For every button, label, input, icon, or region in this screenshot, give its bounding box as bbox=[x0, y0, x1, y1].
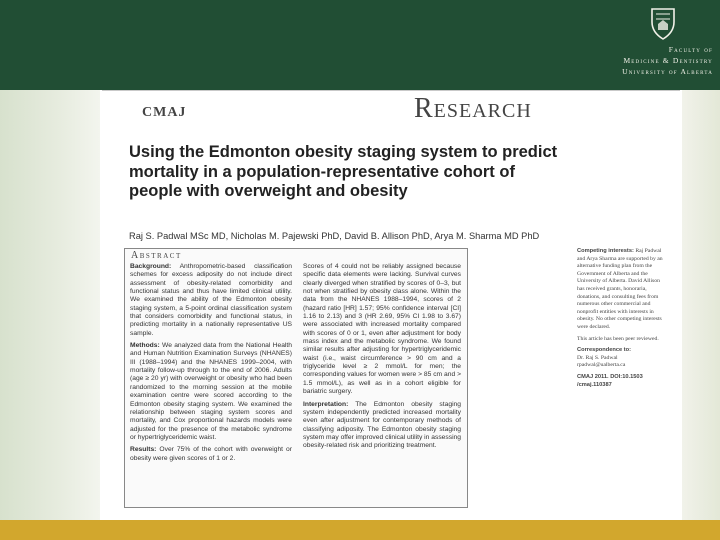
citation-id: /cmaj.110387 bbox=[577, 381, 612, 388]
article-title: Using the Edmonton obesity staging system to predict mortality in a population-representative cohort of people with overweight and obesity bbox=[129, 143, 558, 200]
results-label: Results: bbox=[130, 446, 157, 454]
abstract-methods bbox=[130, 342, 292, 442]
peer-review-note: This article has been peer reviewed. bbox=[577, 335, 659, 342]
results-continued: Scores of 4 could not be reliably assigned because specific data elements were lacking. Survival curves clearly diverged when stratified by scores of 0–3, but not when stratified by obesity class alone. Within the data from the NHANES 1988–1994, scores of 2 (hazard ratio [HR] 1.57; 95% confidence interval [CI] 1.16 to 2.13) and 3 (HR 2.69, 95% CI 1.98 to 3.67) were associated with increased mortality compared with scores of 0 or 1, even after adjustment for body mass index and the metabolic syndrome. We found similar results after adjusting for hypertriglyceridemic waist (i.e., waist circumference > 90 cm and a triglyceride level ≥ 2 mmol/L for men; the corresponding values for women were > 85 cm and > 1.5 mmol/L), as well as in a cohort eligible for bariatric surgery. bbox=[303, 263, 461, 396]
right-background-strip bbox=[682, 90, 720, 540]
correspondence-name: Dr. Raj S. Padwal bbox=[577, 354, 618, 361]
results-text: Over 75% of the cohort with overweight or obesity were given scores of 1 or 2. bbox=[130, 446, 292, 462]
competing-label: Competing interests: bbox=[577, 248, 634, 254]
abstract-column-right bbox=[303, 263, 461, 455]
left-background-strip bbox=[0, 90, 100, 540]
abstract-background bbox=[130, 263, 292, 338]
faculty-line2: Medicine & Dentistry bbox=[623, 56, 713, 65]
abstract-heading: Abstract bbox=[131, 250, 182, 261]
interpretation-label: Interpretation: bbox=[303, 400, 349, 408]
methods-text: We analyzed data from the National Health and Human Nutrition Examination Surveys (NHANES) III (1988–1994) and the NHANES 1999–2004, with mortality follow-up through to the end of 2006. Adults (age ≥ 20 yr) with overweight or obesity who had been randomized to the morning session at the mobile examination centre were scored according to the Edmonton obesity staging system. We examined the relationship between staging system scores and mortality, and Cox proportional hazards models were adjusted for the presence of the metabolic syndrome or hypertriglyceridemic waist. bbox=[130, 342, 292, 441]
faculty-line3: University of Alberta bbox=[622, 67, 713, 76]
correspondence-label: Correspondence to: bbox=[577, 347, 632, 354]
sidebar-notes bbox=[577, 248, 665, 393]
correspondence bbox=[577, 347, 665, 370]
footer-band bbox=[0, 520, 720, 540]
abstract-column-left bbox=[130, 263, 292, 467]
citation-journal: CMAJ 2011. DOI:10.1503 bbox=[577, 373, 643, 380]
competing-interests bbox=[577, 248, 665, 332]
competing-text: Raj Padwal and Arya Sharma are supported by an alternative funding plan from the Government of Alberta and the University of Alberta. David Allison has received grants, honoraria, donations, and consulting fees from numerous other commercial and nonprofit entities with interests in obesity. No other competing interests were declared. bbox=[577, 248, 663, 330]
section-heading: Research bbox=[414, 93, 532, 124]
methods-label: Methods: bbox=[130, 342, 160, 350]
article-page bbox=[102, 90, 680, 521]
abstract-box bbox=[124, 248, 468, 508]
background-label: Background: bbox=[130, 263, 172, 270]
university-crest-icon bbox=[650, 6, 676, 40]
background-text: Anthropometric-based classification schemes for excess adiposity do not include direct assessment of obesity-related comorbidity and functional status and thus have limited clinical utility. We examined the ability of the Edmonton obesity staging system, a 5-point ordinal classification system that considers comorbidity and functional status, in predicting mortality in a nationally representative US sample. bbox=[130, 263, 292, 337]
interpretation-text: The Edmonton obesity staging system independently predicted increased mortality even after adjustment for contemporary methods of classifying adiposity. The Edmonton obesity staging system may offer improved clinical utility in assessing obesity-related risk and prioritizing treatment. bbox=[303, 400, 461, 450]
header-band bbox=[0, 0, 720, 90]
abstract-results bbox=[130, 446, 292, 463]
faculty-wordmark bbox=[585, 44, 713, 77]
faculty-line1: Faculty of bbox=[668, 45, 713, 54]
article-authors: Raj S. Padwal MSc MD, Nicholas M. Pajewski PhD, David B. Allison PhD, Arya M. Sharma MD PhD bbox=[129, 231, 540, 241]
correspondence-email: rpadwal@ualberta.ca bbox=[577, 362, 626, 369]
abstract-interpretation bbox=[303, 401, 461, 451]
journal-name: CMAJ bbox=[142, 105, 187, 120]
citation bbox=[577, 374, 665, 389]
